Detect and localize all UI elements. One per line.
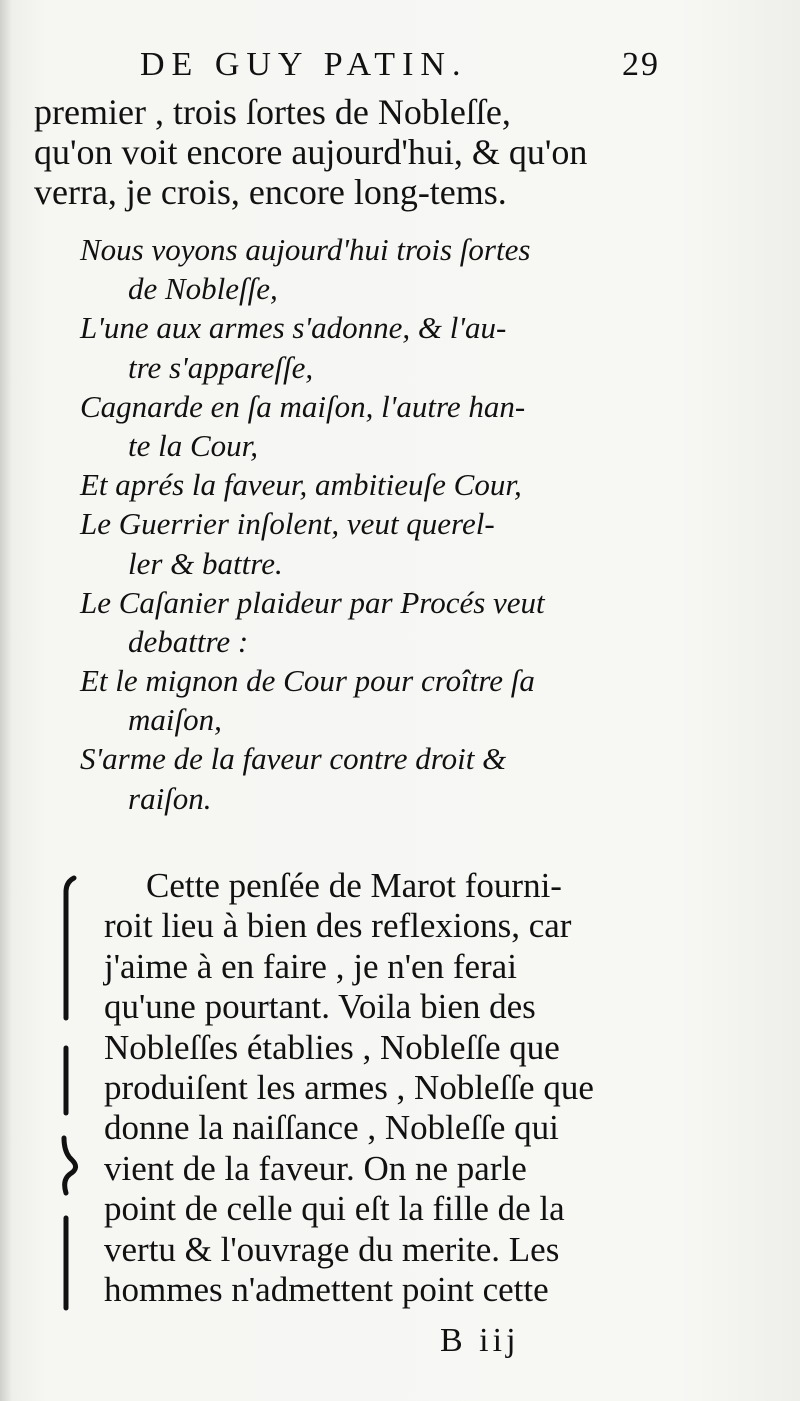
commentary-line: produiſent les armes , Nobleſſe que [104, 1067, 594, 1107]
verse-line: L'une aux armes s'adonne, & l'au- [80, 310, 507, 346]
verse-line: debattre : [128, 623, 249, 659]
intro-paragraph [34, 92, 674, 212]
page-header [140, 46, 660, 90]
intro-line: qu'on voit encore aujourd'hui, & qu'on [34, 132, 588, 172]
page-fold-shadow [0, 0, 12, 1401]
commentary-line: Nobleſſes établies , Nobleſſe que [104, 1027, 560, 1067]
verse-line: Nous voyons aujourd'hui trois ſortes [80, 232, 531, 267]
page-number: 29 [622, 46, 660, 83]
verse-line: S'arme de la faveur contre droit & [80, 741, 507, 777]
running-head: DE GUY PATIN. [140, 46, 468, 83]
intro-line: premier , trois ſortes de Nobleſſe, [34, 92, 511, 132]
verse-line: Et le mignon de Cour pour croître ſa [80, 663, 535, 699]
verse-line: Cagnarde en ſa maiſon, l'autre han- [80, 388, 526, 424]
verse-line: Le Caſanier plaideur par Procés veut [80, 584, 545, 620]
commentary-line: point de celle qui eſt la fille de la [104, 1189, 565, 1229]
verse-line: Le Guerrier inſolent, veut querel- [80, 506, 495, 542]
commentary-line: hommes n'admettent point cette [104, 1269, 549, 1309]
verse-quotation [80, 230, 660, 818]
signature-mark: B iij [440, 1322, 520, 1359]
margin-bracket-mark [60, 868, 84, 1318]
commentary-line: donne la naiſſance , Nobleſſe qui [104, 1108, 559, 1148]
verse-line: ler & battre. [128, 545, 283, 581]
verse-line: Et aprés la faveur, ambitieuſe Cour, [80, 467, 522, 503]
commentary-line: vertu & l'ouvrage du merite. Les [104, 1229, 560, 1269]
commentary-paragraph [104, 866, 664, 1310]
commentary-line: Cette penſée de Marot fourni- [146, 866, 562, 905]
intro-line: verra, je crois, encore long-tems. [34, 172, 507, 212]
verse-line: de Nobleſſe, [128, 271, 278, 307]
verse-line: maiſon, [128, 702, 222, 738]
commentary-line: qu'une pourtant. Voila bien des [104, 987, 536, 1027]
commentary-line: j'aime à en faire , je n'en ferai [104, 946, 517, 986]
verse-line: raiſon. [128, 780, 212, 816]
verse-line: te la Cour, [128, 427, 259, 463]
commentary-line: roit lieu à bien des reflexions, car [104, 906, 572, 946]
verse-line: tre s'appareſſe, [128, 349, 314, 385]
commentary-line: vient de la faveur. On ne parle [104, 1148, 527, 1188]
